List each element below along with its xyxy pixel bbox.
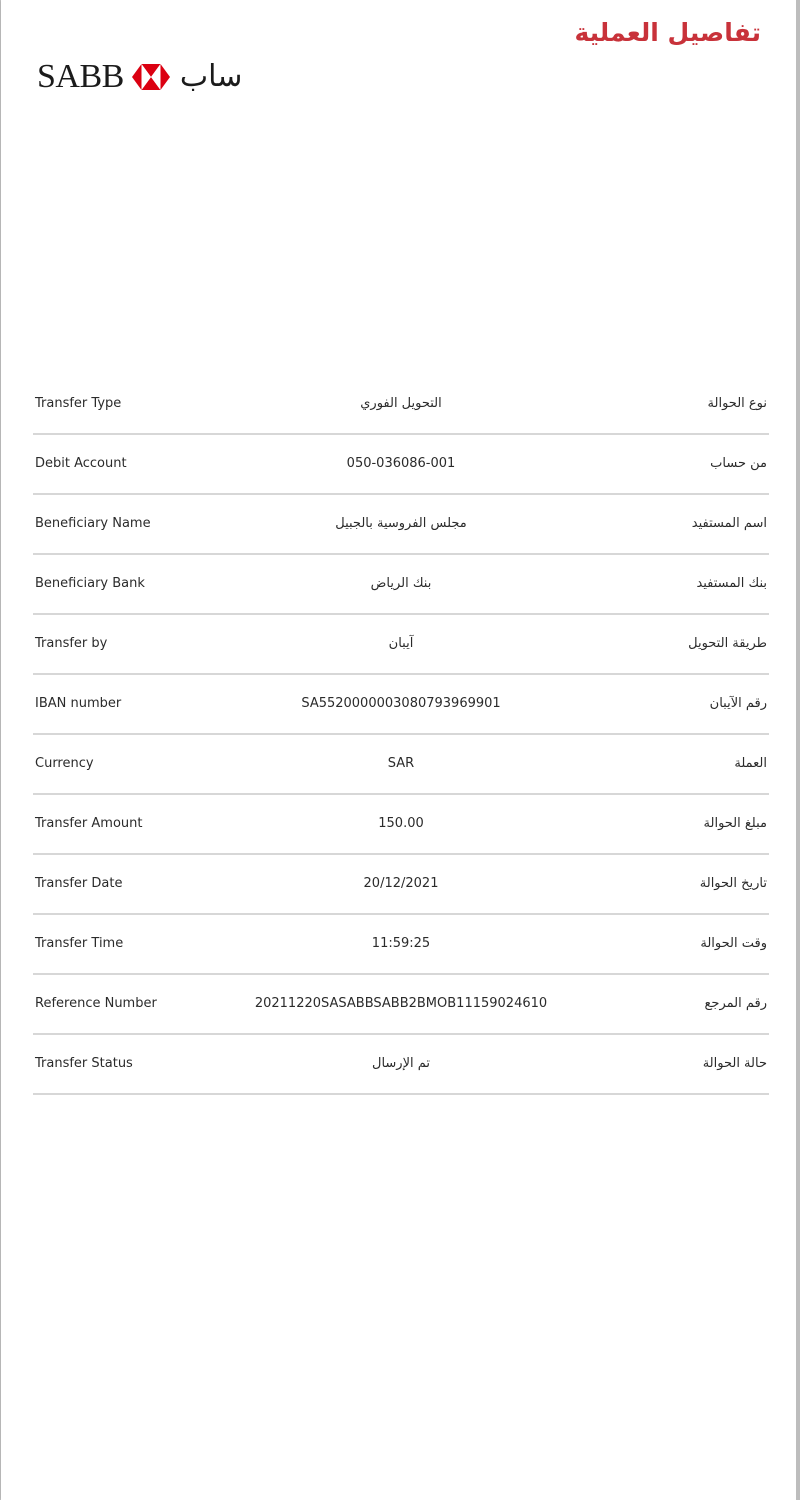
- logo-text-ar: ساب: [179, 59, 243, 94]
- value: SA5520000003080793969901: [301, 696, 501, 711]
- detail-row-transfer-by: [33, 615, 769, 675]
- value: تم الإرسال: [371, 1056, 431, 1071]
- detail-row-transfer-date: [33, 855, 769, 915]
- label-en: Transfer Date: [35, 876, 123, 891]
- label-ar: اسم المستفيد: [691, 516, 767, 531]
- value: 20211220SASABBSABB2BMOB11159024610: [254, 996, 548, 1011]
- detail-row-beneficiary-name: [33, 495, 769, 555]
- value: 11:59:25: [371, 936, 431, 951]
- value: مجلس الفروسية بالجبيل: [335, 516, 467, 531]
- label-en: Debit Account: [35, 456, 127, 471]
- value: 150.00: [378, 816, 424, 831]
- logo-text-en: SABB: [37, 58, 124, 95]
- label-en: IBAN number: [35, 696, 122, 711]
- label-ar: تاريخ الحوالة: [699, 876, 767, 891]
- label-en: Transfer Time: [35, 936, 124, 951]
- label-ar: من حساب: [710, 456, 767, 471]
- value: 20/12/2021: [363, 876, 439, 891]
- detail-row-reference-number: [33, 975, 769, 1035]
- label-en: Transfer Type: [35, 396, 122, 411]
- value: 050-036086-001: [346, 456, 456, 471]
- detail-row-debit-account: [33, 435, 769, 495]
- label-en: Transfer by: [35, 636, 108, 651]
- label-en: Transfer Amount: [35, 816, 143, 831]
- detail-row-iban-number: [33, 675, 769, 735]
- details-list: [33, 375, 769, 1095]
- sabb-logo: [37, 54, 242, 100]
- detail-row-transfer-time: [33, 915, 769, 975]
- sabb-hexagon-logo-icon: [132, 64, 170, 90]
- label-en: Reference Number: [35, 996, 157, 1011]
- label-ar: العملة: [734, 756, 767, 771]
- label-ar: حالة الحوالة: [702, 1056, 767, 1071]
- detail-row-transfer-amount: [33, 795, 769, 855]
- label-ar: رقم المرجع: [704, 996, 767, 1011]
- label-en: Beneficiary Name: [35, 516, 151, 531]
- label-ar: بنك المستفيد: [696, 576, 767, 591]
- label-ar: رقم الآيبان: [709, 696, 767, 711]
- value: بنك الرياض: [370, 576, 432, 591]
- transaction-details-page: [1, 0, 797, 1500]
- page-edge-shadow: [796, 0, 800, 1500]
- page-title: تفاصيل العملية: [574, 18, 761, 47]
- value: آيبان: [388, 636, 414, 651]
- label-ar: نوع الحوالة: [707, 396, 767, 411]
- detail-row-currency: [33, 735, 769, 795]
- label-ar: وقت الحوالة: [700, 936, 767, 951]
- value: التحويل الفوري: [360, 396, 442, 411]
- label-en: Transfer Status: [35, 1056, 133, 1071]
- label-ar: طريقة التحويل: [688, 636, 767, 651]
- label-ar: مبلغ الحوالة: [703, 816, 767, 831]
- detail-row-transfer-status: [33, 1035, 769, 1095]
- label-en: Beneficiary Bank: [35, 576, 145, 591]
- detail-row-transfer-type: [33, 375, 769, 435]
- label-en: Currency: [35, 756, 94, 771]
- value: SAR: [387, 756, 415, 771]
- detail-row-beneficiary-bank: [33, 555, 769, 615]
